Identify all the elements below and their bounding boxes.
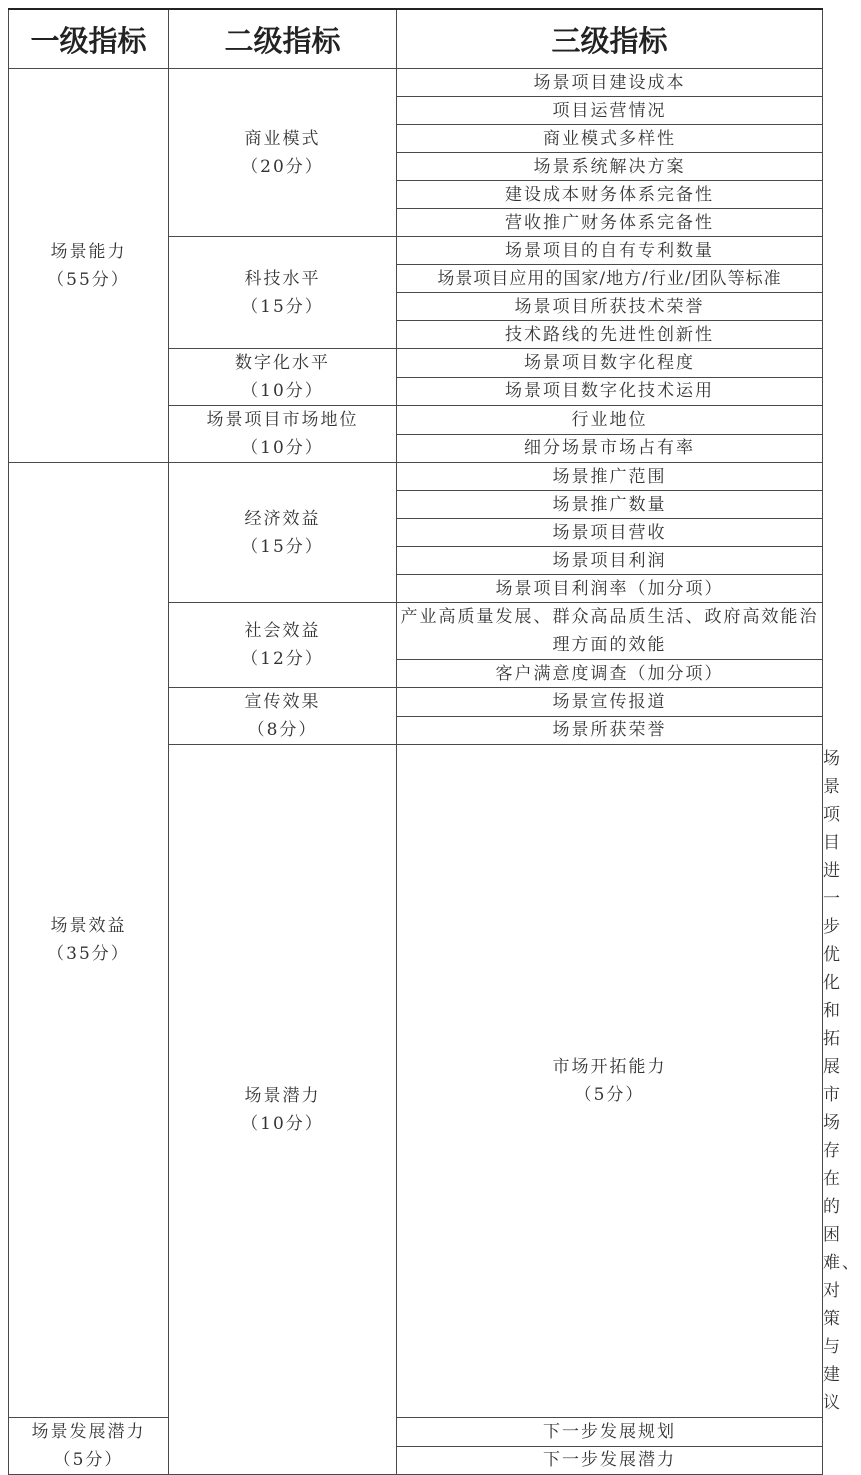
level1-score: （55分） xyxy=(47,269,130,290)
level3-cell: 场景项目建设成本 xyxy=(397,69,823,97)
level2-name: 科技水平 xyxy=(244,268,321,289)
level3-cell: 场景项目营收 xyxy=(397,519,823,547)
level3-cell: 场景项目数字化程度 xyxy=(397,349,823,378)
level2-name: 社会效益 xyxy=(244,621,321,641)
level3-cell: 场景推广范围 xyxy=(397,463,823,491)
level2-score: （12分） xyxy=(241,649,324,669)
level2-score: （15分） xyxy=(241,296,324,317)
level3-cell: 场景推广数量 xyxy=(397,491,823,519)
level3-cell: 场景系统解决方案 xyxy=(397,153,823,181)
level3-cell: 场景项目应用的国家/地方/行业/团队等标准 xyxy=(397,265,823,293)
level2-cell xyxy=(169,406,397,463)
indicator-table xyxy=(8,8,861,1475)
level3-cell: 细分场景市场占有率 xyxy=(397,434,823,463)
level2-name: 场景项目市场地位 xyxy=(206,410,359,430)
level3-cell: 场景项目利润率（加分项） xyxy=(397,575,823,603)
level3-cell: 项目运营情况 xyxy=(397,97,823,125)
level3-cell: 下一步发展规划 xyxy=(397,1418,823,1447)
level2-score: （8分） xyxy=(247,720,318,740)
table-row: 场景潜力 （10分） 市场开拓能力 （5分） 场景项目进一步优化和拓展市场存在的困难、对策与建议 xyxy=(9,745,823,1418)
level3-cell: 商业模式多样性 xyxy=(397,125,823,153)
level2-cell xyxy=(169,237,397,349)
level1-score: （35分） xyxy=(47,944,130,964)
level2-name: 经济效益 xyxy=(244,508,321,529)
table-row xyxy=(9,463,823,491)
level2-score: （20分） xyxy=(241,156,324,177)
level3-cell: 场景项目所获技术荣誉 xyxy=(397,293,823,321)
level3-cell: 产业高质量发展、群众高品质生活、政府高效能治理方面的效能 xyxy=(397,603,823,660)
level2-score: （5分） xyxy=(574,1085,645,1105)
level2-cell xyxy=(169,603,397,688)
level2-cell xyxy=(169,688,397,745)
level3-cell: 技术路线的先进性创新性 xyxy=(397,321,823,349)
level2-cell xyxy=(169,349,397,406)
level3-cell: 营收推广财务体系完备性 xyxy=(397,209,823,237)
level3-cell: 行业地位 xyxy=(397,406,823,435)
level2-score: （5分） xyxy=(53,1450,124,1470)
level3-cell: 场景所获荣誉 xyxy=(397,716,823,745)
level1-cell xyxy=(9,463,169,1418)
level2-score: （15分） xyxy=(241,536,324,557)
level2-name: 场景发展潜力 xyxy=(31,1422,146,1442)
level2-cell xyxy=(397,745,823,1418)
level2-name: 市场开拓能力 xyxy=(552,1057,667,1077)
level2-cell xyxy=(9,1418,169,1475)
level1-cell xyxy=(169,745,397,1475)
level1-name: 场景效益 xyxy=(50,916,127,936)
level3-cell: 场景项目数字化技术运用 xyxy=(397,377,823,406)
level1-name: 场景潜力 xyxy=(244,1085,321,1106)
level1-name: 场景能力 xyxy=(50,241,127,262)
level2-cell xyxy=(169,69,397,237)
level3-cell: 客户满意度调查（加分项） xyxy=(397,660,823,688)
level3-cell: 下一步发展潜力 xyxy=(397,1446,823,1475)
header-level2: 二级指标 xyxy=(169,9,397,69)
level3-cell: 场景项目的自有专利数量 xyxy=(397,237,823,265)
level2-name: 宣传效果 xyxy=(244,692,321,712)
level3-cell: 场景宣传报道 xyxy=(397,688,823,717)
level2-score: （10分） xyxy=(241,381,324,401)
level1-cell xyxy=(9,69,169,463)
level1-score: （10分） xyxy=(241,1113,324,1134)
header-level3: 三级指标 xyxy=(397,9,823,69)
level3-cell: 建设成本财务体系完备性 xyxy=(397,181,823,209)
table-row xyxy=(9,1418,823,1447)
header-level1: 一级指标 xyxy=(9,9,169,69)
level2-cell xyxy=(169,463,397,603)
level2-score: （10分） xyxy=(241,438,324,458)
level2-name: 数字化水平 xyxy=(235,353,330,373)
table-row xyxy=(9,69,823,97)
header-row xyxy=(9,9,823,69)
level2-name: 商业模式 xyxy=(244,128,321,149)
level3-cell: 场景项目利润 xyxy=(397,547,823,575)
